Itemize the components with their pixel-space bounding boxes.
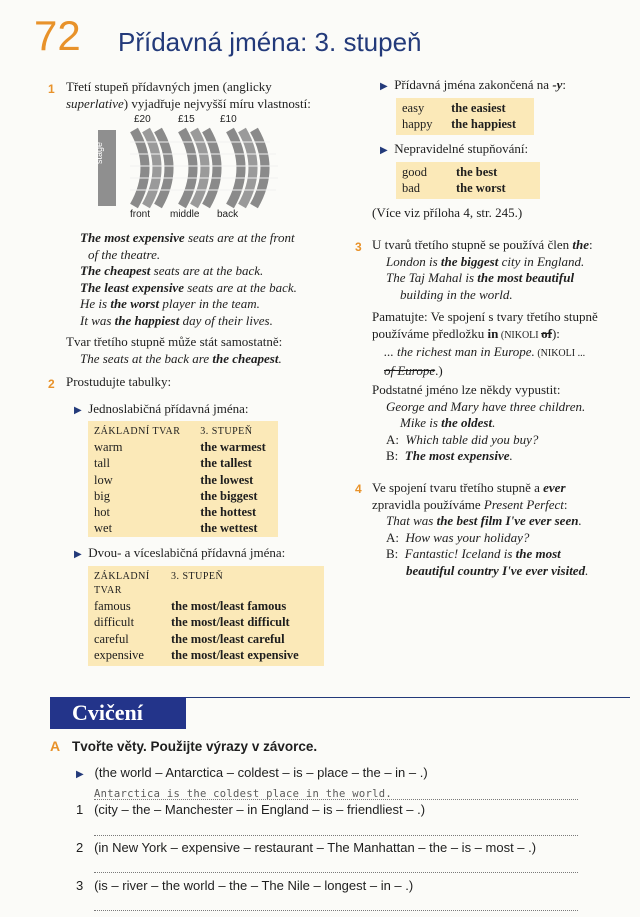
- triangle-bullet-icon: ▶: [380, 145, 388, 156]
- appendix-reference: (Více viz příloha 4, str. 245.): [372, 205, 523, 220]
- section-1-examples: The most expensive seats are at the front of the theatre. The cheapest seats are at the back. The least expensive seats are at the back. He is the worst player in the team. It was the happiest day of their lives.: [80, 230, 297, 328]
- triangle-bullet-icon: ▶: [74, 549, 82, 560]
- stage-label: stage: [94, 141, 104, 164]
- exercise-title: Cvičení: [72, 700, 143, 725]
- triangle-bullet-icon: ▶: [74, 405, 82, 416]
- table-polysyllabic: ZÁKLADNÍ 3. STUPEŇ TVAR famous the most/least famous difficult the most/least difficult careful the most/least careful expensive the most/least expensive: [88, 566, 324, 666]
- table-row: careful the most/least careful: [94, 631, 285, 646]
- task-instruction: Tvořte věty. Použijte výrazy v závorce.: [72, 739, 318, 754]
- table-irregular: [396, 162, 540, 199]
- section-1-number: 1: [48, 82, 55, 96]
- zone-label-back: back: [217, 209, 239, 220]
- section-2-number: 2: [48, 377, 55, 391]
- table-row: famous the most/least famous: [94, 599, 287, 613]
- exercise-title-bar: [50, 697, 186, 729]
- section-1-intro: Třetí stupeň přídavných jmen (anglicky superlative) vyjadřuje nejvyšší míru vlastností:: [66, 79, 311, 111]
- answer-line-2[interactable]: [94, 860, 578, 873]
- section-4-text: Ve spojení tvaru třetího stupně a ever zpravidla používáme Present Perfect: That was the best film I've ever seen. A: How was your holiday? B: Fantastic! Iceland is the most beautiful country I've ever visited.: [372, 480, 589, 578]
- note-noun-omission: Podstatné jméno lze někdy vypustit: George and Mary have three children. Mike is the oldest. A: Which table did you buy? B: The most expensive.: [372, 382, 586, 463]
- zone-label-middle: middle: [170, 209, 200, 220]
- section-3-number: 3: [355, 240, 362, 254]
- stand-alone-note: Tvar třetího stupně může stát samostatně: The seats at the back are the cheapest.: [66, 334, 283, 366]
- example-answer: Antarctica is the coldest place in the world.: [94, 788, 392, 800]
- task-letter: A: [50, 738, 61, 754]
- answer-line-1[interactable]: [94, 823, 578, 836]
- exercise-item-1: 1 (city – the – Manchester – in England – is – friendliest – .): [76, 802, 426, 817]
- table-row: difficult the most/least difficult: [94, 615, 290, 630]
- exercise-item-3: 3 (is – river – the world – the – The Nile – longest – in – .): [76, 878, 414, 893]
- zone-label-front: front: [130, 209, 151, 220]
- table-row: easy the easiest: [402, 101, 506, 115]
- triangle-bullet-icon: ▶: [380, 81, 388, 92]
- table-row: tall the tallest: [94, 456, 252, 471]
- table-row: hot the hottest: [94, 505, 257, 520]
- triangle-bullet-icon: ▶: [76, 769, 84, 780]
- note-preposition-in: Pamatujte: Ve spojení s tvary třetího stupně používáme předložku in (NIKOLI of): ... the richest man in Europe. (NIKOLI ... of Europe.): [372, 309, 598, 378]
- example-item: ▶ (the world – Antarctica – coldest – is – place – the – in – .): [76, 765, 428, 780]
- price-label-10: £10: [220, 114, 237, 125]
- table-row: big the biggest: [94, 488, 258, 503]
- table-row: low the lowest: [94, 472, 254, 487]
- example-answer-line: [94, 784, 578, 800]
- price-label-15: £15: [178, 114, 195, 125]
- table-row: expensive the most/least expensive: [94, 647, 299, 662]
- subheading-monosyllabic: ▶ Jednoslabičná přídavná jména:: [74, 401, 249, 416]
- subheading-y-adjectives: ▶ Přídavná jména zakončená na -y:: [380, 77, 567, 92]
- section-3-text: U tvarů třetího stupně se používá člen the: London is the biggest city in England. The Taj Mahal is the most beautiful building in the world.: [372, 237, 593, 302]
- table-row: happy the happiest: [402, 117, 517, 132]
- table-row: warm the warmest: [94, 440, 266, 454]
- table-y-adjectives: [396, 98, 534, 135]
- page-title: Přídavná jména: 3. stupeň: [118, 27, 422, 57]
- page-number: 72: [34, 12, 81, 59]
- price-label-20: £20: [134, 114, 151, 125]
- theatre-seating-diagram: [90, 112, 280, 224]
- table-monosyllabic: ZÁKLADNÍ TVAR 3. STUPEŇ warm the warmest tall the tallest low the lowest big the biggest hot the hottest wet the wettest: [88, 421, 278, 537]
- subheading-irregular: ▶ Nepravidelné stupňování:: [380, 141, 529, 156]
- answer-line-3[interactable]: [94, 898, 578, 911]
- subheading-polysyllabic: ▶ Dvou- a víceslabičná přídavná jména:: [74, 545, 286, 560]
- table-row: wet the wettest: [94, 521, 258, 536]
- section-2-intro: Prostudujte tabulky:: [66, 374, 172, 389]
- section-4-number: 4: [355, 482, 362, 496]
- exercise-item-2: 2 (in New York – expensive – restaurant – The Manhattan – the – is – most – .): [76, 840, 537, 855]
- table-row: bad the worst: [402, 181, 506, 196]
- table-row: good the best: [402, 165, 498, 179]
